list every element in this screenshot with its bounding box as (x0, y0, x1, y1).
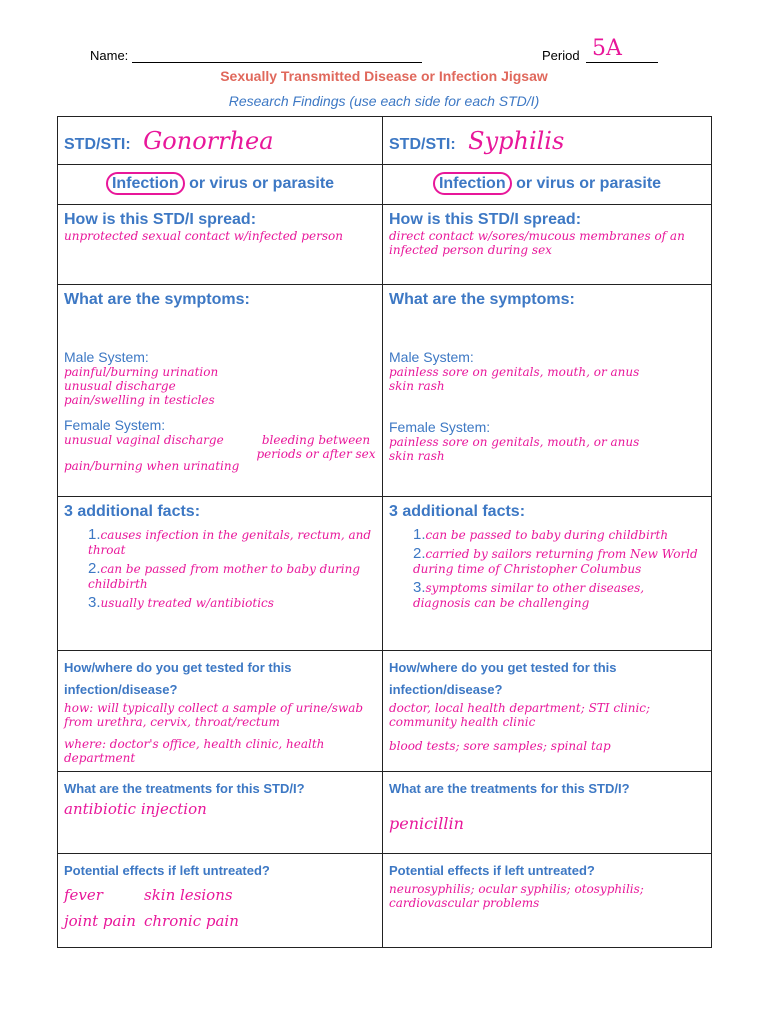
female-symptom: pain/burning when urinating (64, 459, 240, 473)
symptoms-cell-right (383, 285, 712, 497)
effects-question: Potential effects if left untreated? (64, 863, 270, 878)
infection-option-circled: Infection (433, 172, 512, 195)
std-name-cell-right (383, 117, 712, 165)
facts-cell-right (383, 497, 712, 651)
worksheet-subtitle: Research Findings (use each side for each STD/I) (228, 93, 540, 109)
spread-question: How is this STD/I spread: (389, 211, 582, 228)
or-word: or (252, 175, 269, 192)
facts-cell-left (58, 497, 383, 651)
type-cell-right (383, 165, 712, 205)
female-system-label: Female System: (64, 417, 166, 433)
male-symptom: skin rash (389, 379, 445, 393)
effects-cell-left (58, 854, 383, 948)
fact-item: 2.carried by sailors returning from New World during time of Christopher Columbus (413, 545, 698, 576)
tested-where-right: doctor, local health department; STI clinic; community health clinic (389, 701, 651, 729)
effect-item: fever (64, 886, 103, 904)
fact-item: 1.can be passed to baby during childbirth (413, 526, 669, 543)
std-name-row (58, 117, 712, 165)
symptoms-cell-left (58, 285, 383, 497)
std-label: STD/STI: (389, 136, 456, 153)
period-field (586, 62, 658, 63)
fact-item: 3.symptoms similar to other diseases, diagnosis can be challenging (413, 579, 645, 610)
jigsaw-table (57, 116, 712, 948)
male-system-label: Male System: (64, 349, 149, 365)
male-symptom: unusual discharge (64, 379, 176, 393)
spread-answer-left: unprotected sexual contact w/infected person (64, 229, 343, 243)
treatment-cell-left (58, 772, 383, 854)
female-symptom: unusual vaginal discharge (64, 433, 224, 447)
fact-item: 1.causes infection in the genitals, rectum, and throat (88, 526, 372, 557)
period-label: Period (542, 48, 580, 63)
male-system-label: Male System: (389, 349, 474, 365)
infection-option-circled: Infection (106, 172, 185, 195)
tested-where-left: where: doctor's office, health clinic, health department (64, 737, 325, 765)
female-system-label: Female System: (389, 419, 491, 435)
facts-question: 3 additional facts: (64, 503, 201, 520)
tested-cell-left (58, 651, 383, 772)
effects-answer-right: neurosyphilis; ocular syphilis; otosyphilis; cardiovascular problems (389, 882, 644, 910)
male-symptom: painless sore on genitals, mouth, or anus (389, 365, 640, 379)
female-symptom: bleeding between periods or after sex (256, 433, 376, 461)
tested-how-left: how: will typically collect a sample of urine/swab from urethra, cervix, throat/rectum (64, 701, 364, 729)
treatment-cell-right (383, 772, 712, 854)
spread-row (58, 205, 712, 285)
spread-cell-right (383, 205, 712, 285)
facts-row (58, 497, 712, 651)
name-label: Name: (90, 48, 129, 63)
treatment-row (58, 772, 712, 854)
std-name-cell-left (58, 117, 383, 165)
facts-question: 3 additional facts: (389, 503, 526, 520)
fact-item: 3.usually treated w/antibiotics (88, 594, 274, 611)
std-name-left: Gonorrhea (143, 127, 274, 155)
tested-question: infection/disease? (64, 682, 178, 697)
male-symptom: painful/burning urination (64, 365, 219, 379)
tested-question: How/where do you get tested for this (389, 660, 617, 675)
name-field (132, 62, 422, 63)
or-word: or (579, 175, 596, 192)
std-label: STD/STI: (64, 136, 131, 153)
parasite-option: parasite (272, 175, 335, 192)
header-line (0, 36, 768, 68)
effects-row (58, 854, 712, 948)
treatment-question: What are the treatments for this STD/I? (389, 781, 630, 796)
parasite-option: parasite (599, 175, 662, 192)
tested-question: How/where do you get tested for this (64, 660, 292, 675)
female-symptom: painless sore on genitals, mouth, or anus (389, 435, 640, 449)
spread-answer-right: direct contact w/sores/mucous membranes of an infected person during sex (389, 229, 685, 257)
or-word: or (189, 175, 206, 192)
facts-list-left (88, 527, 376, 610)
effect-item: joint pain (64, 912, 136, 930)
tested-cell-right (383, 651, 712, 772)
treatment-answer-right: penicillin (389, 814, 464, 833)
spread-cell-left (58, 205, 383, 285)
period-value: 5A (592, 36, 622, 61)
or-word: or (516, 175, 533, 192)
virus-option: virus (536, 175, 575, 192)
effect-item: chronic pain (144, 912, 239, 930)
virus-option: virus (209, 175, 248, 192)
worksheet-title: Sexually Transmitted Disease or Infection Jigsaw (220, 68, 548, 84)
tested-row (58, 651, 712, 772)
std-name-right: Syphilis (468, 127, 565, 155)
spread-question: How is this STD/I spread: (64, 211, 257, 228)
effect-item: skin lesions (144, 886, 233, 904)
symptoms-row (58, 285, 712, 497)
effects-cell-right (383, 854, 712, 948)
male-symptom: pain/swelling in testicles (64, 393, 215, 407)
symptoms-question: What are the symptoms: (389, 291, 575, 308)
fact-item: 2.can be passed from mother to baby during childbirth (88, 560, 361, 591)
treatment-answer-left: antibiotic injection (64, 800, 207, 818)
symptoms-question: What are the symptoms: (64, 291, 250, 308)
effects-question: Potential effects if left untreated? (389, 863, 595, 878)
treatment-question: What are the treatments for this STD/I? (64, 781, 305, 796)
tested-question: infection/disease? (389, 682, 503, 697)
facts-list-right (413, 527, 705, 610)
tested-how-right: blood tests; sore samples; spinal tap (389, 739, 611, 753)
type-row (58, 165, 712, 205)
type-cell-left (58, 165, 383, 205)
female-symptom: skin rash (389, 449, 445, 463)
